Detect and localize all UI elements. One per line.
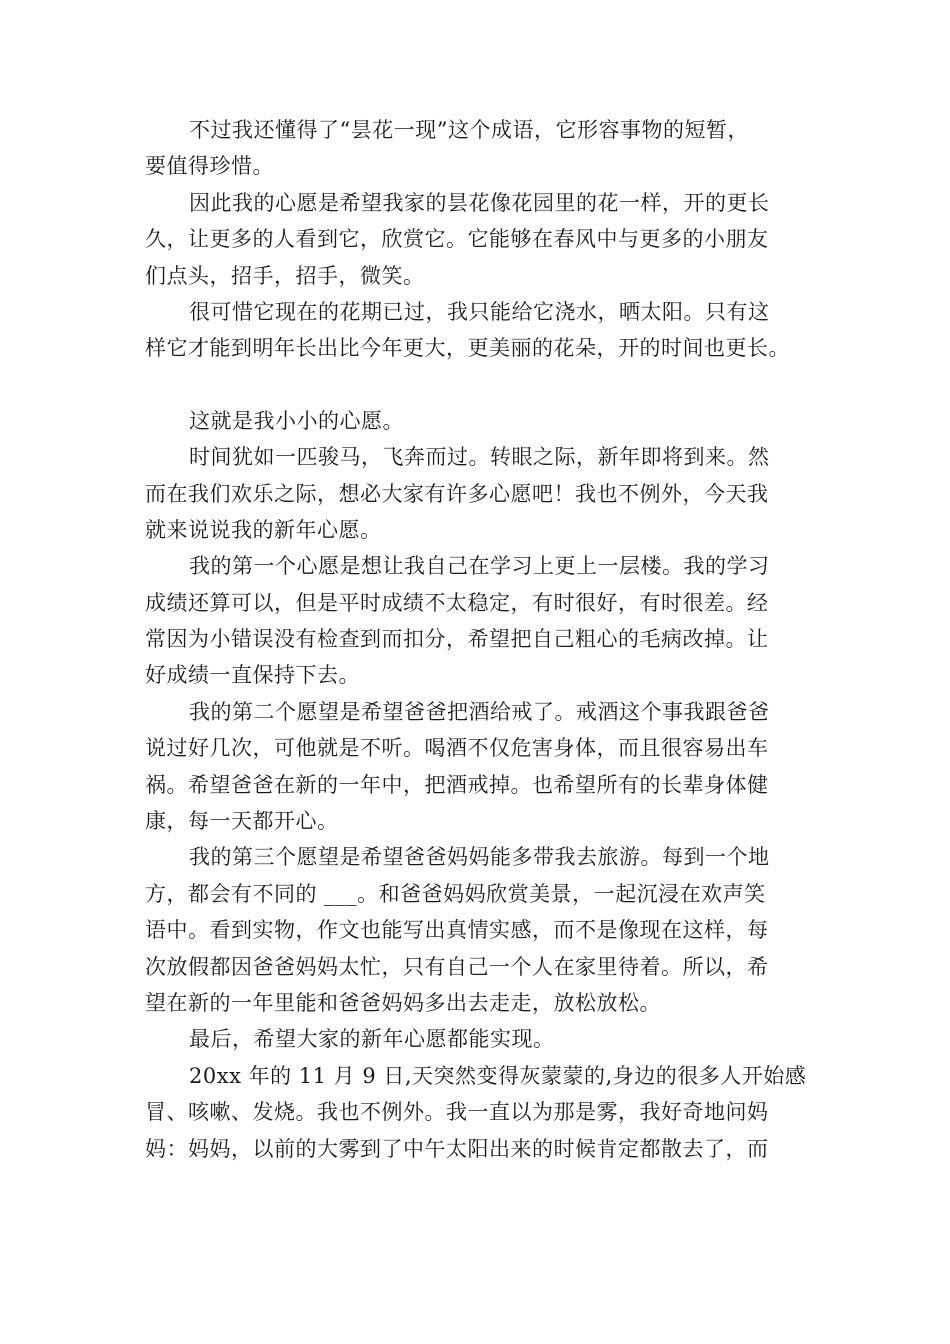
text-line: 我的第三个愿望是希望爸爸妈妈能多带我去旅游。每到一个地 — [189, 845, 770, 870]
text-line: 望在新的一年里能和爸爸妈妈多出去走走，放松放松。 — [145, 990, 661, 1015]
essay-body — [145, 112, 810, 1167]
text-line: 时间犹如一匹骏马，飞奔而过。转眼之际，新年即将到来。然 — [189, 445, 770, 470]
text-line: 好成绩一直保持下去。 — [145, 663, 360, 688]
text-line: 常因为小错误没有检查到而扣分，希望把自己粗心的毛病改掉。让 — [145, 627, 769, 652]
text-line: 妈：妈妈，以前的大雾到了中午太阳出来的时候肯定都散去了，而 — [145, 1136, 769, 1161]
text-line: 我的第二个愿望是希望爸爸把酒给戒了。戒酒这个事我跟爸爸 — [189, 699, 770, 724]
paragraph-gap — [145, 367, 810, 403]
text-line: 这就是我小小的心愿。 — [189, 408, 404, 433]
text-line: 20xx 年的 11 月 9 日,天突然变得灰蒙蒙的,身边的很多人开始感 — [189, 1063, 807, 1088]
text-line: 久，让更多的人看到它，欣赏它。它能够在春风中与更多的小朋友 — [145, 227, 769, 252]
text-line: 们点头，招手，招手，微笑。 — [145, 263, 425, 288]
text-line: 冒、咳嗽、发烧。我也不例外。我一直以为那是雾，我好奇地问妈 — [145, 1100, 769, 1125]
text-line: 而在我们欢乐之际，想必大家有许多心愿吧！我也不例外，今天我 — [145, 481, 769, 506]
text-line: 语中。看到实物，作文也能写出真情实感，而不是像现在这样，每 — [145, 918, 769, 943]
text-line: 方，都会有不同的 ___。和爸爸妈妈欣赏美景，一起沉浸在欢声笑 — [145, 881, 766, 906]
text-line: 说过好几次，可他就是不听。喝酒不仅危害身体，而且很容易出车 — [145, 736, 769, 761]
text-line: 成绩还算可以，但是平时成绩不太稳定，有时很好，有时很差。经 — [145, 590, 769, 615]
text-line: 最后，希望大家的新年心愿都能实现。 — [189, 1027, 555, 1052]
text-line: 我的第一个心愿是想让我自己在学习上更上一层楼。我的学习 — [189, 554, 770, 579]
text-line: 因此我的心愿是希望我家的昙花像花园里的花一样，开的更长 — [189, 190, 770, 215]
text-line: 次放假都因爸爸妈妈太忙，只有自己一个人在家里待着。所以，希 — [145, 954, 769, 979]
text-line: 要值得珍惜。 — [145, 154, 274, 179]
text-line: 祸。希望爸爸在新的一年中，把酒戒掉。也希望所有的长辈身体健 — [145, 772, 769, 797]
text-line: 康，每一天都开心。 — [145, 809, 339, 834]
text-line: 样它才能到明年长出比今年更大，更美丽的花朵，开的时间也更长。 — [145, 336, 790, 361]
text-line: 不过我还懂得了“昙花一现”这个成语，它形容事物的短暂， — [189, 118, 749, 142]
text-line: 很可惜它现在的花期已过，我只能给它浇水，晒太阳。只有这 — [189, 299, 770, 324]
text-line: 就来说说我的新年心愿。 — [145, 517, 382, 542]
